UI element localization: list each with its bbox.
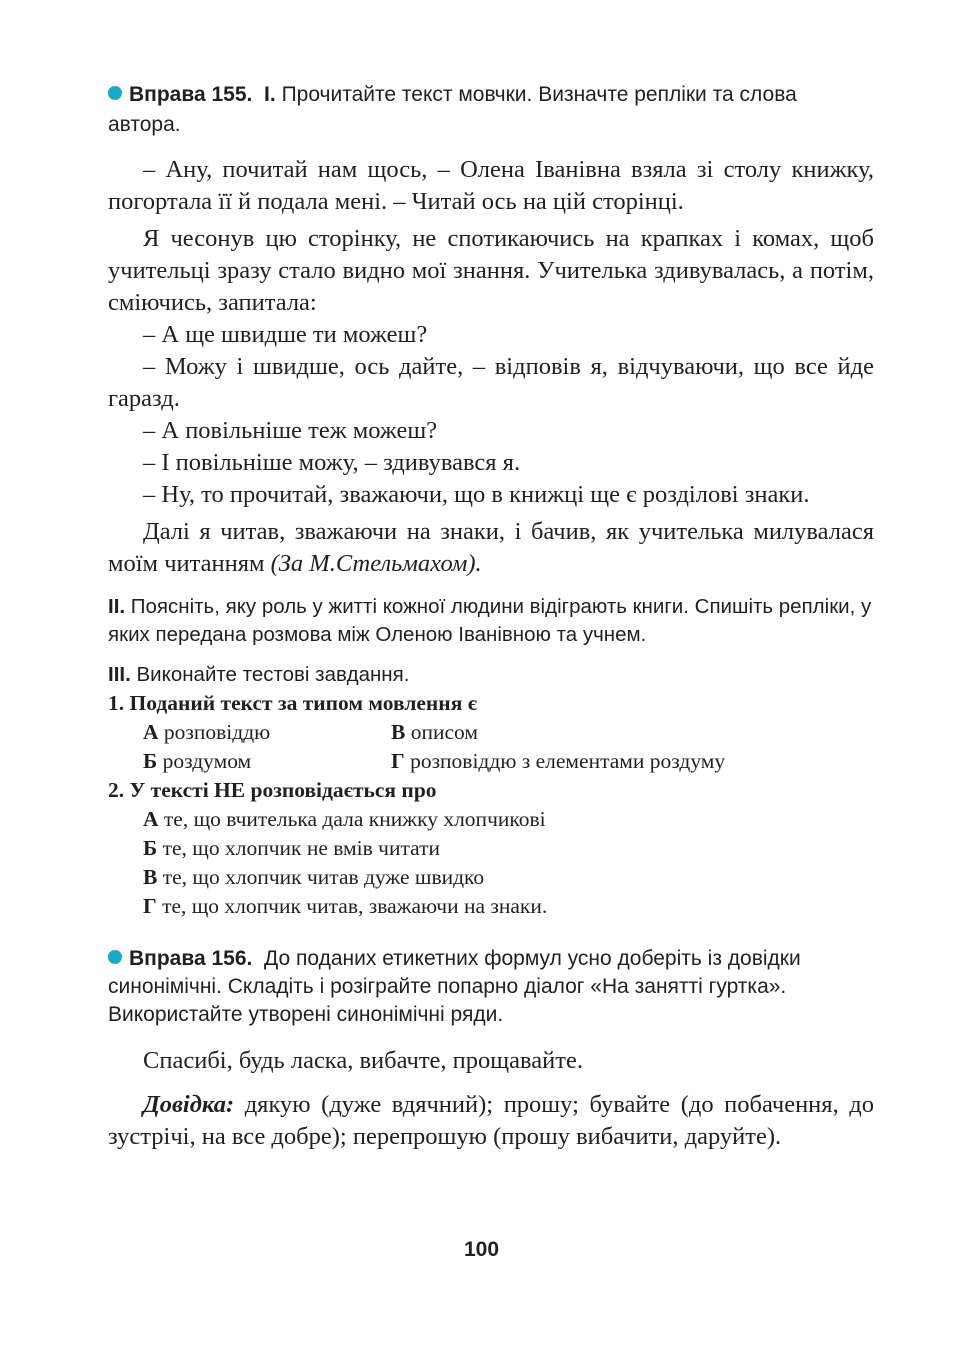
part-3-text: Виконайте тестові завдання. [136, 663, 410, 686]
option-letter: Г [143, 894, 157, 918]
reference [108, 1089, 874, 1153]
option-letter: Б [143, 749, 158, 773]
story-paragraph: – Можу і швидше, ось дайте, – відповів я, відчуваючи, що все йде гаразд. [108, 353, 874, 412]
part-2-task [108, 593, 874, 649]
bullet-icon [108, 950, 122, 964]
exercise-155-title: Вправа 155. [129, 83, 253, 106]
option-letter: В [391, 720, 406, 744]
option [143, 892, 874, 921]
bullet-icon [108, 86, 122, 100]
option-letter: В [143, 865, 158, 889]
option-letter: А [143, 720, 159, 744]
part-3-task [108, 661, 874, 689]
story-paragraph [108, 516, 874, 580]
exercise-155-heading [108, 80, 874, 140]
story-paragraph: Я чесонув цю сторінку, не спотикаючись на крапках і комах, щоб учительці зразу стало видно мої знання. Учителька здивувалась, а потім, сміючись, запитала: [108, 225, 874, 316]
part-2-text: Поясніть, яку роль у житті кожної людини відіграють книги. Спишіть репліки, у яких передана розмова між Оленою Іванівною та учнем. [108, 595, 872, 646]
page-number: 100 [463, 1238, 500, 1261]
option-text: розповіддю з елементами роздуму [410, 749, 726, 773]
exercise-156-title: Вправа 156. [129, 947, 253, 970]
reference-text: дякую (дуже вдячний); прошу; бувайте (до побачення, до зустрічі, на все добре); перепрошую (прошу вибачити, даруйте). [108, 1091, 875, 1150]
story-paragraph: – А ще швидше ти можеш? [143, 321, 428, 348]
story-last-text: Далі я читав, зважаючи на знаки, і бачив, як учителька милувалася моїм читанням [108, 518, 874, 577]
story-paragraph: – Ану, почитай нам щось, – Олена Іванівна взяла зі столу книжку, погортала її й подала мені. – Читай ось на цій сторінці. [108, 156, 874, 215]
test-questions [108, 689, 874, 921]
question-1-options [143, 718, 874, 776]
option-text: розповіддю [163, 720, 271, 744]
option-text: те, що хлопчик читав дуже швидко [162, 865, 485, 889]
exercise-156-body [108, 1045, 874, 1153]
option-text: те, що хлопчик читав, зважаючи на знаки. [162, 894, 548, 918]
option [143, 718, 391, 747]
option-text: описом [410, 720, 478, 744]
question-2-options [143, 805, 874, 921]
exercise-156-heading [108, 945, 874, 1029]
part-1-text: Прочитайте текст мовчки. Визначте репліки та слова автора. [108, 83, 797, 136]
etiquette-words: Спасибі, будь ласка, вибачте, прощавайте. [143, 1047, 583, 1074]
option-letter: Г [391, 749, 405, 773]
option [391, 747, 821, 776]
option [143, 863, 874, 892]
option [143, 747, 391, 776]
part-2-label: ІІ. [108, 595, 126, 618]
option-text: те, що вчителька дала книжку хлопчикові [163, 807, 546, 831]
story-source: (За М.Стельмахом). [270, 550, 482, 577]
option [143, 834, 874, 863]
reference-label: Довідка: [143, 1091, 235, 1118]
story-paragraph: – А повільніше теж можеш? [143, 417, 438, 444]
option-letter: Б [143, 836, 158, 860]
story-paragraph: – І повільніше можу, – здивувався я. [143, 449, 521, 476]
page-content [108, 80, 874, 1153]
story-paragraph: – Ну, то прочитай, зважаючи, що в книжці ще є розділові знаки. [143, 481, 810, 508]
question-2: 2. У тексті НЕ розповідається про [108, 778, 437, 802]
part-1-label: І. [264, 83, 276, 106]
option [143, 805, 874, 834]
option-letter: А [143, 807, 159, 831]
option [391, 718, 821, 747]
part-3-label: ІІІ. [108, 663, 131, 686]
option-text: роздумом [162, 749, 252, 773]
question-1: 1. Поданий текст за типом мовлення є [108, 691, 477, 715]
exercise-156-text: До поданих етикетних формул усно доберіть із довідки синонімічні. Складіть і розіграйте попарно діалог «На занятті гуртка». Використайте утворені синонімічні ряди. [108, 947, 801, 1026]
story-text [108, 154, 874, 580]
option-text: те, що хлопчик не вмів читати [162, 836, 441, 860]
